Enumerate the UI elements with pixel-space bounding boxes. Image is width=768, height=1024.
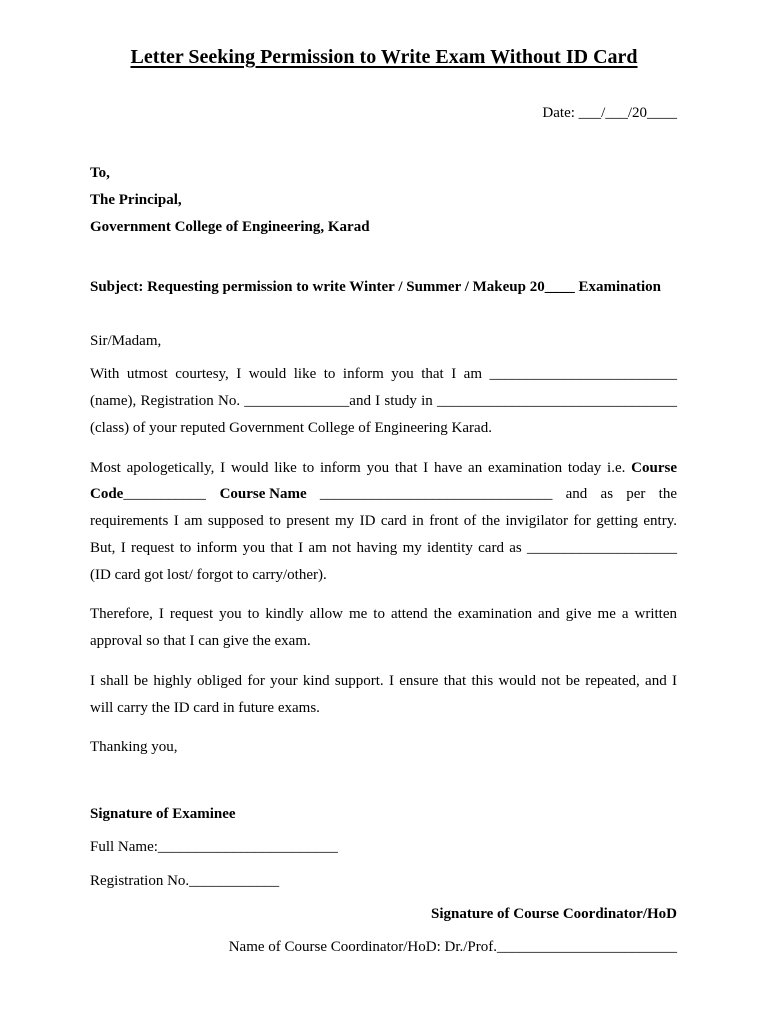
course-name-label: Course Name — [219, 486, 307, 502]
para2-line4: But, I request to inform you that I am not having my identity card as ____________________ — [90, 540, 677, 556]
closing: Thanking you, — [90, 739, 178, 755]
para1-line3: (class) of your reputed Government College of Engineering Karad. — [90, 420, 492, 436]
date-line: Date: ___/___/20____ — [542, 105, 677, 121]
para4-line1: I shall be highly obliged for your kind support. I ensure that this would not be repeated, and I — [90, 673, 677, 689]
examinee-signature-heading: Signature of Examinee — [90, 806, 236, 822]
examinee-full-name: Full Name:________________________ — [90, 839, 338, 855]
course-label: Course — [631, 460, 677, 476]
code-label: Code — [90, 486, 124, 502]
coordinator-signature-heading: Signature of Course Coordinator/HoD — [431, 906, 677, 922]
para3-line1: Therefore, I request you to kindly allow me to attend the examination and give me a written — [90, 606, 677, 622]
para4-line2: will carry the ID card in future exams. — [90, 700, 320, 716]
para3-line2: approval so that I can give the exam. — [90, 633, 311, 649]
page-title: Letter Seeking Permission to Write Exam Without ID Card — [130, 46, 638, 68]
salutation: Sir/Madam, — [90, 333, 162, 349]
para2-line2 — [90, 485, 677, 503]
recipient-title: The Principal, — [90, 192, 182, 208]
para2-line3: requirements I am supposed to present my ID card in front of the invigilator for getting entry. — [90, 513, 677, 529]
subject-line: Subject: Requesting permission to write Winter / Summer / Makeup 20____ Examination — [90, 279, 661, 295]
examinee-registration-no: Registration No.____________ — [90, 873, 280, 889]
recipient-org: Government College of Engineering, Karad — [90, 219, 370, 235]
coordinator-name-line: Name of Course Coordinator/HoD: Dr./Prof.________________________ — [228, 939, 677, 955]
address-to: To, — [90, 165, 110, 181]
course-name-blank: _______________________________ and as per the — [306, 486, 677, 502]
para2-line1 — [90, 459, 677, 477]
code-blank: ___________ — [123, 486, 210, 502]
para2-line1-text: Most apologetically, I would like to inform you that I have an examination today i.e. — [90, 460, 632, 476]
para2-line5: (ID card got lost/ forgot to carry/other). — [90, 567, 327, 583]
para1-line1: With utmost courtesy, I would like to inform you that I am _________________________ — [90, 366, 677, 382]
para1-line2: (name), Registration No. ______________and I study in ________________________________ — [90, 393, 677, 409]
